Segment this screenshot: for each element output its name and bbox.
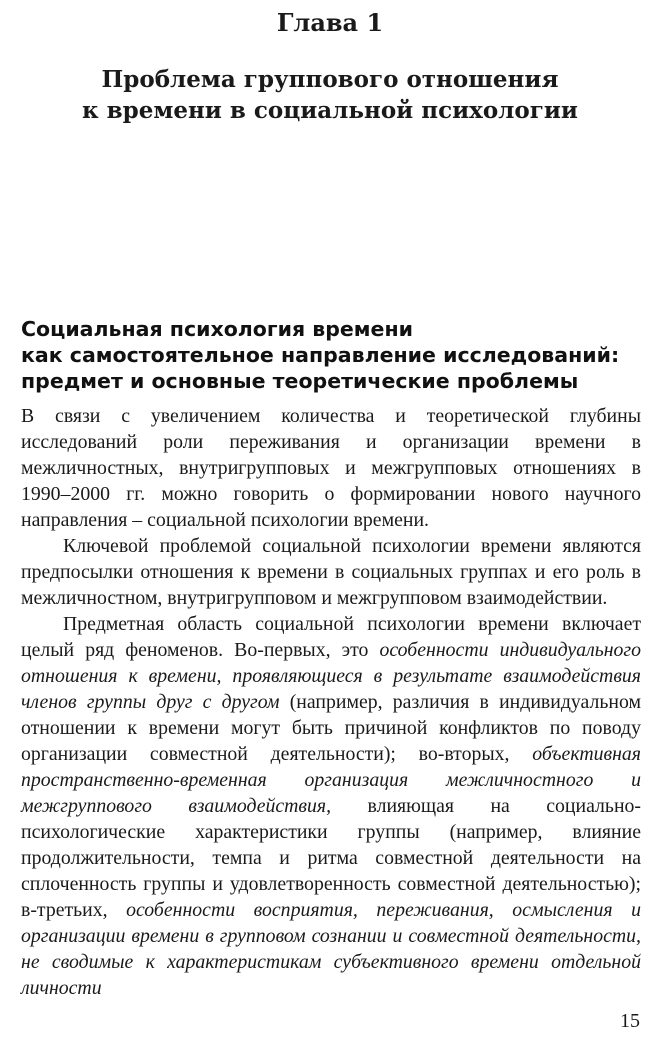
paragraph-3-italic-3: особенности восприятия, переживания, осмысления и организации времени в групповом сознании и совместной деятельности, не сводимые к характеристикам субъективного времени отдельной личности: [21, 899, 641, 999]
body-text: [21, 403, 641, 1001]
paragraph-3: [21, 611, 641, 1001]
paragraph-3-text-3: влияющая на социально-психологические характеристики группы (например, влияние продолжительности, темпа и ритма совместной деятельности на сплоченность группы и удовлетворенность совместной деятельностью); в-третьих,: [21, 795, 642, 921]
paragraph-1: В связи с увеличением количества и теоретической глубины исследований роли переживания и организации времени в межличностных, внутригрупповых и межгрупповых отношениях в 1990–2000 гг. можно говорить о формировании нового научного направления – социальной психологии времени.: [21, 405, 641, 531]
paragraph-2: Ключевой проблемой социальной психологии времени являются предпосылки отношения к времени в социальных группах и его роль в межличностном, внутригрупповом и межгрупповом взаимодействии.: [21, 535, 641, 609]
chapter-title-line-2: к времени в социальной психологии: [82, 97, 578, 124]
section-title-line-1: Социальная психология времени: [21, 317, 413, 341]
chapter-title-line-1: Проблема группового отношения: [101, 66, 559, 93]
paragraph-3-text-2: (например, различия в индивидуальном отношении к времени могут быть причиной конфликтов по поводу организации совместной деятельности); во-вторых,: [21, 691, 641, 765]
paragraph-3-italic-2: объективная пространственно-временная организация межличностного и межгруппового взаимодействия,: [21, 743, 641, 817]
paragraph-3-text-1: Предметная область социальной психологии времени включает целый ряд феноменов. Во-первых, это: [21, 613, 641, 661]
section-title-line-3: предмет и основные теоретические проблемы: [21, 369, 579, 393]
section-title-line-2: как самостоятельное направление исследований:: [21, 343, 620, 367]
section-title: [21, 316, 640, 394]
chapter-label: Глава 1: [276, 8, 384, 37]
chapter-title: [20, 64, 640, 126]
paragraph-3-italic-1: особенности индивидуального отношения к времени, проявляющиеся в результате взаимодействия членов группы друг с другом: [21, 639, 642, 713]
page-number: 15: [620, 1010, 640, 1032]
